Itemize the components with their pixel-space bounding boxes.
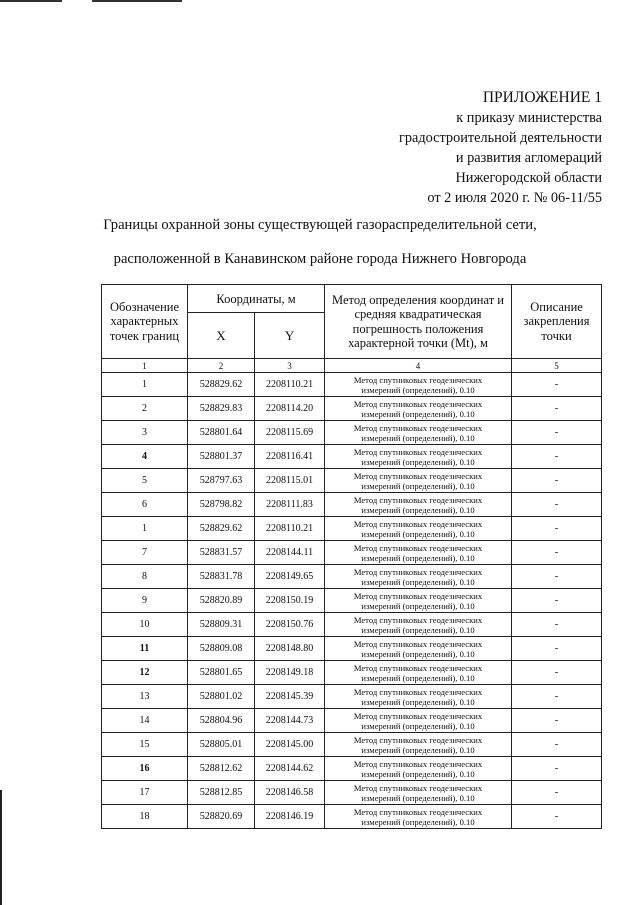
- method-line-2: измерений (определений), 0.10: [361, 528, 475, 539]
- cell-method: [325, 541, 512, 565]
- appendix-line: к приказу министерства: [456, 110, 602, 126]
- table-row: [102, 445, 602, 469]
- cell-x: 528812.62: [188, 757, 255, 781]
- method-line-2: измерений (определений), 0.10: [361, 408, 475, 419]
- cell-method: [325, 565, 512, 589]
- method-line-2: измерений (определений), 0.10: [361, 768, 475, 779]
- cell-method: [325, 709, 512, 733]
- cell-y: 2208144.73: [255, 709, 325, 733]
- cell-y: 2208149.65: [255, 565, 325, 589]
- cell-method: [325, 421, 512, 445]
- column-number: 4: [325, 359, 512, 373]
- method-line-1: Метод спутниковых геодезических: [353, 374, 483, 385]
- method-line-1: Метод спутниковых геодезических: [353, 782, 483, 793]
- table-row: [102, 613, 602, 637]
- cell-method: [325, 805, 512, 829]
- appendix-line: Нижегородской области: [455, 170, 602, 186]
- cell-method: [325, 517, 512, 541]
- cell-point: 3: [102, 421, 188, 445]
- appendix-line: градостроительной деятельности: [399, 130, 602, 146]
- cell-x: 528829.62: [188, 373, 255, 397]
- cell-point: 16: [102, 757, 188, 781]
- cell-point: 8: [102, 565, 188, 589]
- method-line-2: измерений (определений), 0.10: [361, 816, 475, 827]
- cell-description: -: [512, 397, 602, 421]
- method-line-1: Метод спутниковых геодезических: [353, 638, 483, 649]
- cell-description: -: [512, 589, 602, 613]
- cell-description: -: [512, 733, 602, 757]
- method-line-2: измерений (определений), 0.10: [361, 696, 475, 707]
- cell-description: -: [512, 613, 602, 637]
- scan-edge-line-left: [0, 0, 62, 2]
- cell-x: 528829.83: [188, 397, 255, 421]
- cell-x: 528801.64: [188, 421, 255, 445]
- cell-x: 528820.69: [188, 805, 255, 829]
- method-line-1: Метод спутниковых геодезических: [353, 422, 483, 433]
- cell-description: -: [512, 469, 602, 493]
- method-line-2: измерений (определений), 0.10: [361, 672, 475, 683]
- cell-x: 528820.89: [188, 589, 255, 613]
- cell-point: 9: [102, 589, 188, 613]
- cell-y: 2208146.19: [255, 805, 325, 829]
- column-number: 2: [188, 359, 255, 373]
- cell-method: [325, 781, 512, 805]
- cell-description: -: [512, 517, 602, 541]
- cell-x: 528804.96: [188, 709, 255, 733]
- cell-point: 18: [102, 805, 188, 829]
- table-row: [102, 397, 602, 421]
- scan-edge-line-right: [92, 0, 182, 2]
- appendix-line: и развития агломераций: [455, 150, 602, 166]
- cell-point: 11: [102, 637, 188, 661]
- method-line-1: Метод спутниковых геодезических: [353, 518, 483, 529]
- cell-y: 2208145.00: [255, 733, 325, 757]
- cell-x: 528812.85: [188, 781, 255, 805]
- cell-point: 17: [102, 781, 188, 805]
- cell-y: 2208116.41: [255, 445, 325, 469]
- cell-point: 4: [102, 445, 188, 469]
- header-description: Описание закрепления точки: [512, 285, 602, 359]
- document-title: [60, 208, 580, 276]
- cell-method: [325, 757, 512, 781]
- header-coordinates: Координаты, м: [188, 285, 325, 313]
- cell-y: 2208114.20: [255, 397, 325, 421]
- method-line-2: измерений (определений), 0.10: [361, 648, 475, 659]
- coordinates-table: [101, 284, 602, 829]
- cell-description: -: [512, 493, 602, 517]
- cell-x: 528831.78: [188, 565, 255, 589]
- method-line-2: измерений (определений), 0.10: [361, 600, 475, 611]
- cell-x: 528798.82: [188, 493, 255, 517]
- method-line-1: Метод спутниковых геодезических: [353, 398, 483, 409]
- cell-y: 2208146.58: [255, 781, 325, 805]
- cell-y: 2208111.83: [255, 493, 325, 517]
- method-line-2: измерений (определений), 0.10: [361, 384, 475, 395]
- cell-x: 528831.57: [188, 541, 255, 565]
- cell-description: -: [512, 565, 602, 589]
- method-line-1: Метод спутниковых геодезических: [353, 734, 483, 745]
- method-line-2: измерений (определений), 0.10: [361, 720, 475, 731]
- method-line-2: измерений (определений), 0.10: [361, 552, 475, 563]
- cell-point: 12: [102, 661, 188, 685]
- appendix-heading: ПРИЛОЖЕНИЕ 1: [482, 89, 602, 106]
- method-line-2: измерений (определений), 0.10: [361, 744, 475, 755]
- cell-y: 2208110.21: [255, 373, 325, 397]
- column-number: 5: [512, 359, 602, 373]
- table-row: [102, 517, 602, 541]
- cell-y: 2208145.39: [255, 685, 325, 709]
- table-row: [102, 685, 602, 709]
- cell-method: [325, 733, 512, 757]
- method-line-2: измерений (определений), 0.10: [361, 576, 475, 587]
- cell-description: -: [512, 661, 602, 685]
- cell-x: 528801.37: [188, 445, 255, 469]
- method-line-1: Метод спутниковых геодезических: [353, 806, 483, 817]
- method-line-1: Метод спутниковых геодезических: [353, 542, 483, 553]
- header-x: X: [188, 313, 255, 359]
- cell-point: 10: [102, 613, 188, 637]
- table-body: [102, 373, 602, 829]
- cell-y: 2208150.19: [255, 589, 325, 613]
- cell-x: 528801.02: [188, 685, 255, 709]
- title-line-1: Границы охранной зоны существующей газораспределительной сети,: [103, 217, 537, 233]
- cell-y: 2208149.18: [255, 661, 325, 685]
- cell-point: 14: [102, 709, 188, 733]
- appendix-block: [272, 88, 602, 208]
- cell-y: 2208144.62: [255, 757, 325, 781]
- table-row: [102, 469, 602, 493]
- table-row: [102, 661, 602, 685]
- cell-point: 13: [102, 685, 188, 709]
- method-line-1: Метод спутниковых геодезических: [353, 470, 483, 481]
- cell-point: 1: [102, 373, 188, 397]
- cell-description: -: [512, 805, 602, 829]
- column-number: 1: [102, 359, 188, 373]
- cell-method: [325, 445, 512, 469]
- cell-y: 2208110.21: [255, 517, 325, 541]
- cell-method: [325, 661, 512, 685]
- cell-y: 2208150.76: [255, 613, 325, 637]
- cell-y: 2208144.11: [255, 541, 325, 565]
- cell-x: 528829.62: [188, 517, 255, 541]
- method-line-1: Метод спутниковых геодезических: [353, 710, 483, 721]
- method-line-2: измерений (определений), 0.10: [361, 792, 475, 803]
- method-line-1: Метод спутниковых геодезических: [353, 566, 483, 577]
- cell-x: 528801.65: [188, 661, 255, 685]
- table-row: [102, 709, 602, 733]
- column-number: 3: [255, 359, 325, 373]
- cell-method: [325, 685, 512, 709]
- header-y: Y: [255, 313, 325, 359]
- scan-margin-line: [0, 790, 2, 905]
- table-row: [102, 421, 602, 445]
- table-row: [102, 757, 602, 781]
- table-row: [102, 373, 602, 397]
- method-line-1: Метод спутниковых геодезических: [353, 662, 483, 673]
- cell-method: [325, 469, 512, 493]
- cell-y: 2208115.69: [255, 421, 325, 445]
- cell-description: -: [512, 685, 602, 709]
- table-row: [102, 637, 602, 661]
- cell-method: [325, 589, 512, 613]
- cell-x: 528797.63: [188, 469, 255, 493]
- cell-description: -: [512, 541, 602, 565]
- cell-description: -: [512, 445, 602, 469]
- cell-method: [325, 397, 512, 421]
- method-line-1: Метод спутниковых геодезических: [353, 614, 483, 625]
- appendix-line: от 2 июля 2020 г. № 06-11/55: [427, 190, 602, 206]
- cell-description: -: [512, 421, 602, 445]
- cell-description: -: [512, 781, 602, 805]
- cell-y: 2208148.80: [255, 637, 325, 661]
- title-line-2: расположенной в Канавинском районе города Нижнего Новгорода: [113, 251, 527, 267]
- method-line-2: измерений (определений), 0.10: [361, 456, 475, 467]
- method-line-1: Метод спутниковых геодезических: [353, 590, 483, 601]
- method-line-2: измерений (определений), 0.10: [361, 432, 475, 443]
- cell-description: -: [512, 637, 602, 661]
- method-line-2: измерений (определений), 0.10: [361, 624, 475, 635]
- cell-point: 2: [102, 397, 188, 421]
- method-line-1: Метод спутниковых геодезических: [353, 494, 483, 505]
- header-method: Метод определения координат и средняя квадратическая погрешность положения характерной точки (Mt), м: [325, 285, 512, 359]
- cell-description: -: [512, 709, 602, 733]
- table-row: [102, 733, 602, 757]
- cell-description: -: [512, 373, 602, 397]
- cell-x: 528809.08: [188, 637, 255, 661]
- table-row: [102, 493, 602, 517]
- method-line-1: Метод спутниковых геодезических: [353, 686, 483, 697]
- method-line-2: измерений (определений), 0.10: [361, 480, 475, 491]
- method-line-2: измерений (определений), 0.10: [361, 504, 475, 515]
- method-line-1: Метод спутниковых геодезических: [353, 758, 483, 769]
- cell-y: 2208115.01: [255, 469, 325, 493]
- cell-point: 15: [102, 733, 188, 757]
- cell-point: 6: [102, 493, 188, 517]
- table-row: [102, 565, 602, 589]
- table-row: [102, 589, 602, 613]
- cell-description: -: [512, 757, 602, 781]
- cell-point: 7: [102, 541, 188, 565]
- cell-x: 528809.31: [188, 613, 255, 637]
- method-line-1: Метод спутниковых геодезических: [353, 446, 483, 457]
- cell-method: [325, 613, 512, 637]
- table-row: [102, 541, 602, 565]
- cell-x: 528805.01: [188, 733, 255, 757]
- cell-method: [325, 373, 512, 397]
- cell-point: 1: [102, 517, 188, 541]
- cell-method: [325, 637, 512, 661]
- cell-method: [325, 493, 512, 517]
- cell-point: 5: [102, 469, 188, 493]
- table-row: [102, 781, 602, 805]
- header-point: Обозначение характерных точек границ: [102, 285, 188, 359]
- table-row: [102, 805, 602, 829]
